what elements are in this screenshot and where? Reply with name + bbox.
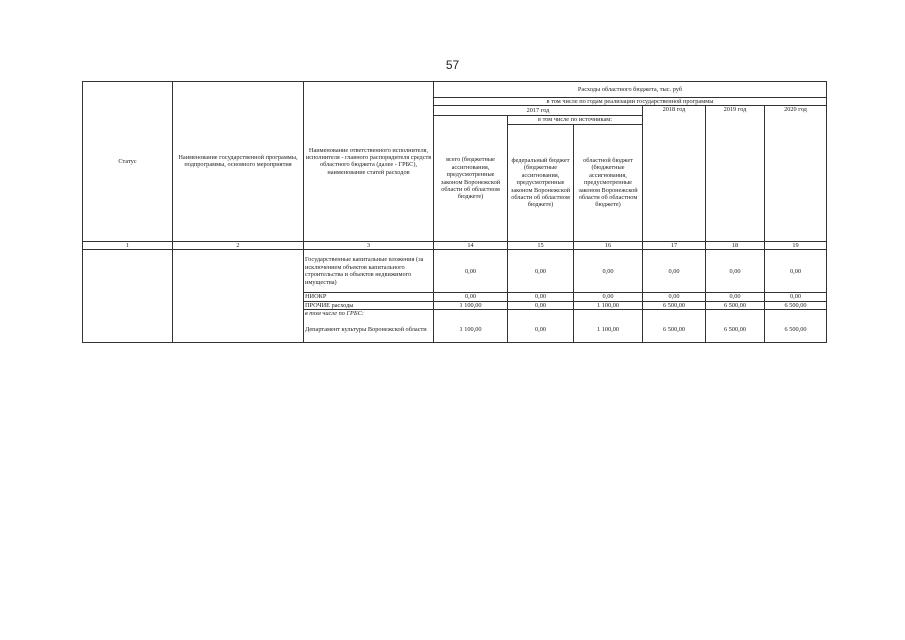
column-number: 15: [508, 241, 574, 249]
column-number: 16: [574, 241, 643, 249]
row-value: [434, 310, 508, 318]
column-number: 3: [304, 241, 434, 249]
column-number: 2: [173, 241, 304, 249]
row-value: 0,00: [434, 250, 508, 293]
row-value: [706, 310, 765, 318]
header-year-2017: 2017 год: [434, 106, 643, 116]
row-value: 0,00: [574, 250, 643, 293]
row-value: 6 500,00: [706, 301, 765, 309]
row-value: 0,00: [508, 301, 574, 309]
row-value: 0,00: [508, 293, 574, 301]
column-number: 17: [643, 241, 706, 249]
row-name: НИОКР: [304, 293, 434, 301]
header-year-2018: 2018 год: [643, 106, 706, 241]
row-value: [508, 310, 574, 318]
row-value: 1 100,00: [574, 318, 643, 343]
row-value: 0,00: [643, 250, 706, 293]
row-value: 0,00: [434, 293, 508, 301]
header-program-name: Наименование государственной программы, подпрограммы, основного мероприятия: [173, 82, 304, 242]
column-number: 1: [83, 241, 173, 249]
row-value: 0,00: [508, 250, 574, 293]
row-name: Государственные капитальные вложения (за исключением объектов капитального строительства и объектов недвижимого имущества): [304, 250, 434, 293]
row-value: 0,00: [765, 250, 827, 293]
row-value: 6 500,00: [643, 301, 706, 309]
header-federal: федеральный бюджет (бюджетные ассигнования, предусмотренные законом Воронежской области об областном бюджете): [508, 124, 574, 241]
column-number: 14: [434, 241, 508, 249]
header-status: Статус: [83, 82, 173, 242]
column-number: 19: [765, 241, 827, 249]
row-value: 0,00: [765, 293, 827, 301]
header-regional: областной бюджет (бюджетные ассигнования, предусмотренные законом Воронежской области об областном бюджете): [574, 124, 643, 241]
row-value: 1 100,00: [574, 301, 643, 309]
row-value: 1 100,00: [434, 301, 508, 309]
row-value: [643, 310, 706, 318]
status-cell: [83, 250, 173, 343]
header-year-2019: 2019 год: [706, 106, 765, 241]
row-name: Департамент культуры Воронежской области: [304, 318, 434, 343]
header-by-sources: в том числе по источникам:: [508, 116, 643, 124]
table-row: [83, 250, 827, 293]
row-value: 6 500,00: [643, 318, 706, 343]
budget-table: [82, 81, 827, 343]
row-name: ПРОЧИЕ расходы: [304, 301, 434, 309]
row-value: 6 500,00: [765, 318, 827, 343]
row-value: 6 500,00: [765, 301, 827, 309]
header-total: всего (бюджетные ассигнования, предусмотренные законом Воронежской области об областном бюджете): [434, 116, 508, 241]
program-name-cell: [173, 250, 304, 343]
header-budget: Расходы областного бюджета, тыс. руб: [434, 82, 827, 98]
row-value: 0,00: [706, 293, 765, 301]
row-value: 6 500,00: [706, 318, 765, 343]
row-value: 0,00: [643, 293, 706, 301]
page-number: 57: [445, 58, 460, 72]
row-value: 1 100,00: [434, 318, 508, 343]
row-value: [765, 310, 827, 318]
column-number: 18: [706, 241, 765, 249]
row-value: 0,00: [508, 318, 574, 343]
header-executor: Наименование ответственного исполнителя, исполнителя - главного распорядителя средств областного бюджета (далее - ГРБС), наименование статей расходов: [304, 82, 434, 242]
row-value: [574, 310, 643, 318]
header-year-2020: 2020 год: [765, 106, 827, 241]
header-by-years: в том числе по годам реализации государственной программы: [434, 98, 827, 106]
row-value: 0,00: [706, 250, 765, 293]
row-name: в том числе по ГРБС:: [304, 310, 434, 318]
row-value: 0,00: [574, 293, 643, 301]
